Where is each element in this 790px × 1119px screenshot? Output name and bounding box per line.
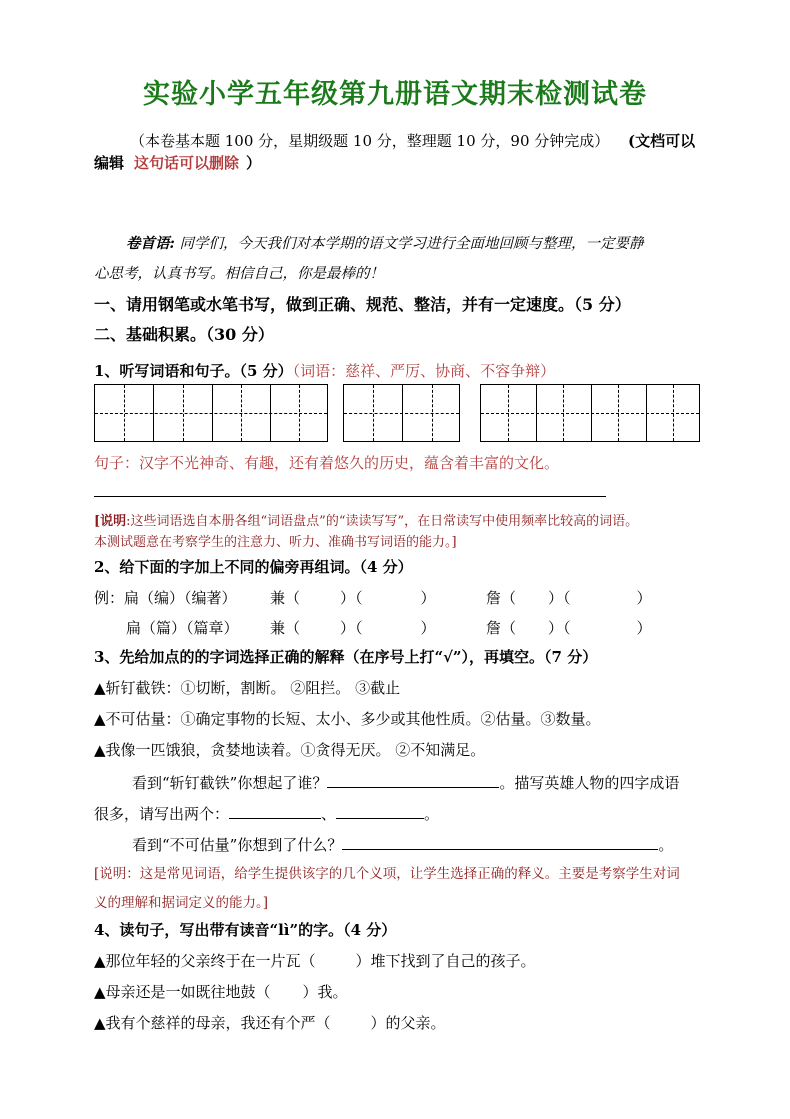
q4-item-3a: ▲我有个慈祥的母亲，我还有个严（ — [94, 1014, 331, 1032]
q4-label: 4、读句子，写出带有读音“lì”的字。（4 分） — [94, 921, 397, 939]
q3-fill-3a: 看到“不可估量”你想到了什么？ — [132, 836, 343, 854]
q3-fill-2b: 、 — [321, 805, 337, 823]
q2-label: 2、给下面的字加上不同的偏旁再组词。（4 分） — [94, 558, 413, 576]
q1-words: （词语：慈祥、严厉、协商、不容争辩） — [292, 362, 556, 380]
subtitle-red: 这句话可以删除 — [134, 154, 240, 172]
q1-note-1: :这些词语选自本册各组“词语盘点”的“读读写写”，在日常读写中使用频率比较高的词语。 — [126, 514, 639, 529]
subtitle-note-2: 编辑 — [94, 154, 125, 172]
q2-paren-7: ）（ — [548, 619, 571, 637]
subtitle-close: ） — [246, 154, 262, 172]
section-2: 二、基础积累。（30 分） — [94, 325, 274, 344]
q3-fill-3b: 。 — [658, 836, 674, 854]
intro-text-1: 同学们，今天我们对本学期的语文学习进行全面地回顾与整理，一定要静 — [179, 236, 644, 252]
q3-label: 3、先给加点的的字词选择正确的解释（在序号上打“√”），再填空。（7 分） — [94, 648, 598, 666]
q3-note-1: [说明：这是常见词语，给学生提供该字的几个义项，让学生选择正确的释义。主要是考察学生对词 — [94, 866, 680, 882]
q3-answer-idiom-1[interactable] — [229, 802, 321, 819]
q1-note-2: 本测试题意在考察学生的注意力、听力、准确书写词语的能力。] — [94, 535, 457, 550]
q2-dan-1: 詹（ — [486, 589, 517, 607]
q4-item-1b: ）堆下找到了自己的孩子。 — [355, 952, 536, 970]
intro-label: 卷首语: — [126, 235, 175, 252]
q3-fill-2c: 。 — [424, 805, 440, 823]
q3-item-3: ▲我像一匹饿狼，贪婪地读着。①贪得无厌。 ②不知满足。 — [94, 741, 486, 759]
q1-note-label: [说明 — [94, 514, 127, 529]
dictation-grid-2[interactable] — [343, 384, 460, 442]
q2-example-2: 扁（篇）（篇章） — [126, 619, 239, 637]
q4-item-1a: ▲那位年轻的父亲终于在一片瓦（ — [94, 952, 316, 970]
q3-fill-1a: 看到“斩钉截铁”你想起了谁？ — [132, 774, 328, 792]
subtitle: （本卷基本题 100 分，星期级题 10 分，整理题 10 分，90 分钟完成） — [130, 132, 610, 150]
q3-item-1: ▲斩钉截铁：①切断，割断。 ②阻拦。 ③截止 — [94, 679, 401, 697]
q2-paren-4: ） — [636, 589, 652, 607]
q1-note-line-1 — [94, 510, 638, 529]
page-title: 实验小学五年级第九册语文期末检测试卷 — [143, 79, 647, 110]
q2-example-1: 例：扁（编）（编著） — [94, 589, 237, 607]
subtitle-note: (文档可以 — [628, 132, 696, 150]
q2-dan-2: 詹（ — [486, 619, 517, 637]
q2-paren-1: ）（ — [340, 589, 363, 607]
q4-item-3b: ）的父亲。 — [370, 1014, 446, 1032]
q4-item-2a: ▲母亲还是一如既往地鼓（ — [94, 983, 271, 1001]
q4-item-2b: ）我。 — [302, 983, 348, 1001]
q3-answer-idiom-2[interactable] — [336, 802, 424, 819]
q3-note-2: 义的理解和据词定义的能力。] — [94, 895, 269, 911]
q2-paren-3: ）（ — [548, 589, 571, 607]
dictation-grid-1[interactable] — [94, 384, 328, 442]
section-1: 一、请用钢笔或水笔书写，做到正确、规范、整洁，并有一定速度。（5 分） — [94, 295, 631, 314]
intro-text-2: 心思考，认真书写。相信自己，你是最棒的！ — [94, 266, 384, 282]
q2-paren-5: ）（ — [340, 619, 363, 637]
q1-label: 1、听写词语和句子。（5 分） — [94, 362, 293, 380]
q2-paren-8: ） — [636, 619, 652, 637]
sentence-answer-line[interactable] — [94, 496, 606, 497]
q3-answer-hero[interactable] — [327, 771, 499, 788]
dictation-grid-3[interactable] — [480, 384, 700, 442]
q2-paren-2: ） — [420, 589, 436, 607]
q3-item-2: ▲不可估量：①确定事物的长短、太小、多少或其他性质。②估量。③数量。 — [94, 710, 601, 728]
q3-answer-think[interactable] — [342, 833, 658, 850]
q2-jian-1: 兼（ — [270, 589, 301, 607]
q1-sentence: 句子：汉字不光神奇、有趣，还有着悠久的历史，蕴含着丰富的文化。 — [94, 454, 560, 472]
q3-fill-2a: 很多，请写出两个： — [94, 805, 230, 823]
q2-paren-6: ） — [420, 619, 436, 637]
q3-fill-1b: 。描写英雄人物的四字成语 — [499, 774, 680, 792]
q2-jian-2: 兼（ — [270, 619, 301, 637]
